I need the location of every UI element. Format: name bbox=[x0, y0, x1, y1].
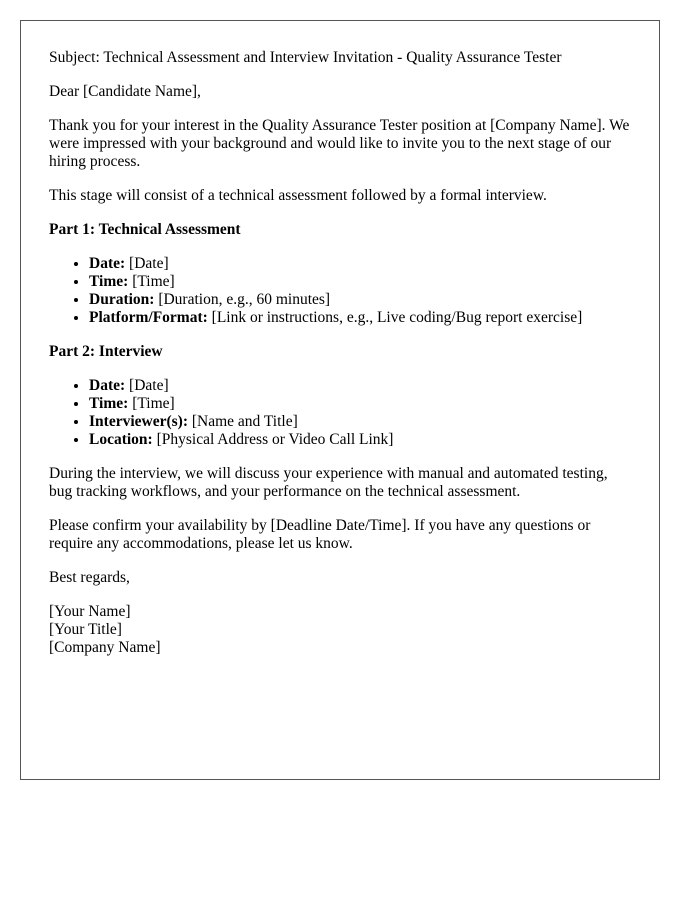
discussion-paragraph: During the interview, we will discuss your experience with manual and automated testing, bug tracking workflows, and your performance on the technical assessment. bbox=[49, 465, 608, 500]
item-label: Date: bbox=[89, 255, 126, 272]
list-item bbox=[89, 273, 631, 291]
item-value: [Time] bbox=[128, 395, 175, 412]
item-label: Time: bbox=[89, 273, 129, 290]
item-label: Interviewer(s): bbox=[89, 413, 188, 430]
list-item bbox=[89, 395, 631, 413]
item-value: [Duration, e.g., 60 minutes] bbox=[154, 291, 331, 308]
item-value: [Date] bbox=[125, 255, 169, 272]
part2-list bbox=[49, 377, 631, 449]
item-value: [Name and Title] bbox=[187, 413, 298, 430]
list-item bbox=[89, 413, 631, 431]
confirm-paragraph: Please confirm your availability by [Deadline Date/Time]. If you have any questions or require any accommodations, please let us know. bbox=[49, 517, 591, 552]
signature-name: [Your Name] bbox=[49, 603, 131, 620]
item-label: Platform/Format: bbox=[89, 309, 208, 326]
list-item bbox=[89, 309, 631, 327]
closing: Best regards, bbox=[49, 569, 130, 586]
list-item bbox=[89, 291, 631, 309]
list-item bbox=[89, 431, 631, 449]
part1-list bbox=[49, 255, 631, 327]
item-value: [Time] bbox=[128, 273, 175, 290]
signature-company: [Company Name] bbox=[49, 639, 161, 656]
letter bbox=[20, 20, 660, 780]
item-label: Date: bbox=[89, 377, 126, 394]
signature-title: [Your Title] bbox=[49, 621, 122, 638]
signature-block bbox=[49, 603, 631, 657]
part1-heading: Part 1: Technical Assessment bbox=[49, 221, 241, 238]
item-label: Location: bbox=[89, 431, 153, 448]
item-value: [Link or instructions, e.g., Live coding/Bug report exercise] bbox=[207, 309, 583, 326]
item-label: Duration: bbox=[89, 291, 155, 308]
item-value: [Physical Address or Video Call Link] bbox=[152, 431, 394, 448]
list-item bbox=[89, 377, 631, 395]
list-item bbox=[89, 255, 631, 273]
intro-paragraph: Thank you for your interest in the Quality Assurance Tester position at [Company Name]. We were impressed with your background and would like to invite you to the next stage of our hiring process. bbox=[49, 117, 630, 170]
stage-paragraph: This stage will consist of a technical assessment followed by a formal interview. bbox=[49, 187, 547, 204]
item-label: Time: bbox=[89, 395, 129, 412]
item-value: [Date] bbox=[125, 377, 169, 394]
greeting: Dear [Candidate Name], bbox=[49, 83, 201, 100]
part2-heading: Part 2: Interview bbox=[49, 343, 163, 360]
subject-line: Subject: Technical Assessment and Interview Invitation - Quality Assurance Tester bbox=[49, 49, 562, 66]
